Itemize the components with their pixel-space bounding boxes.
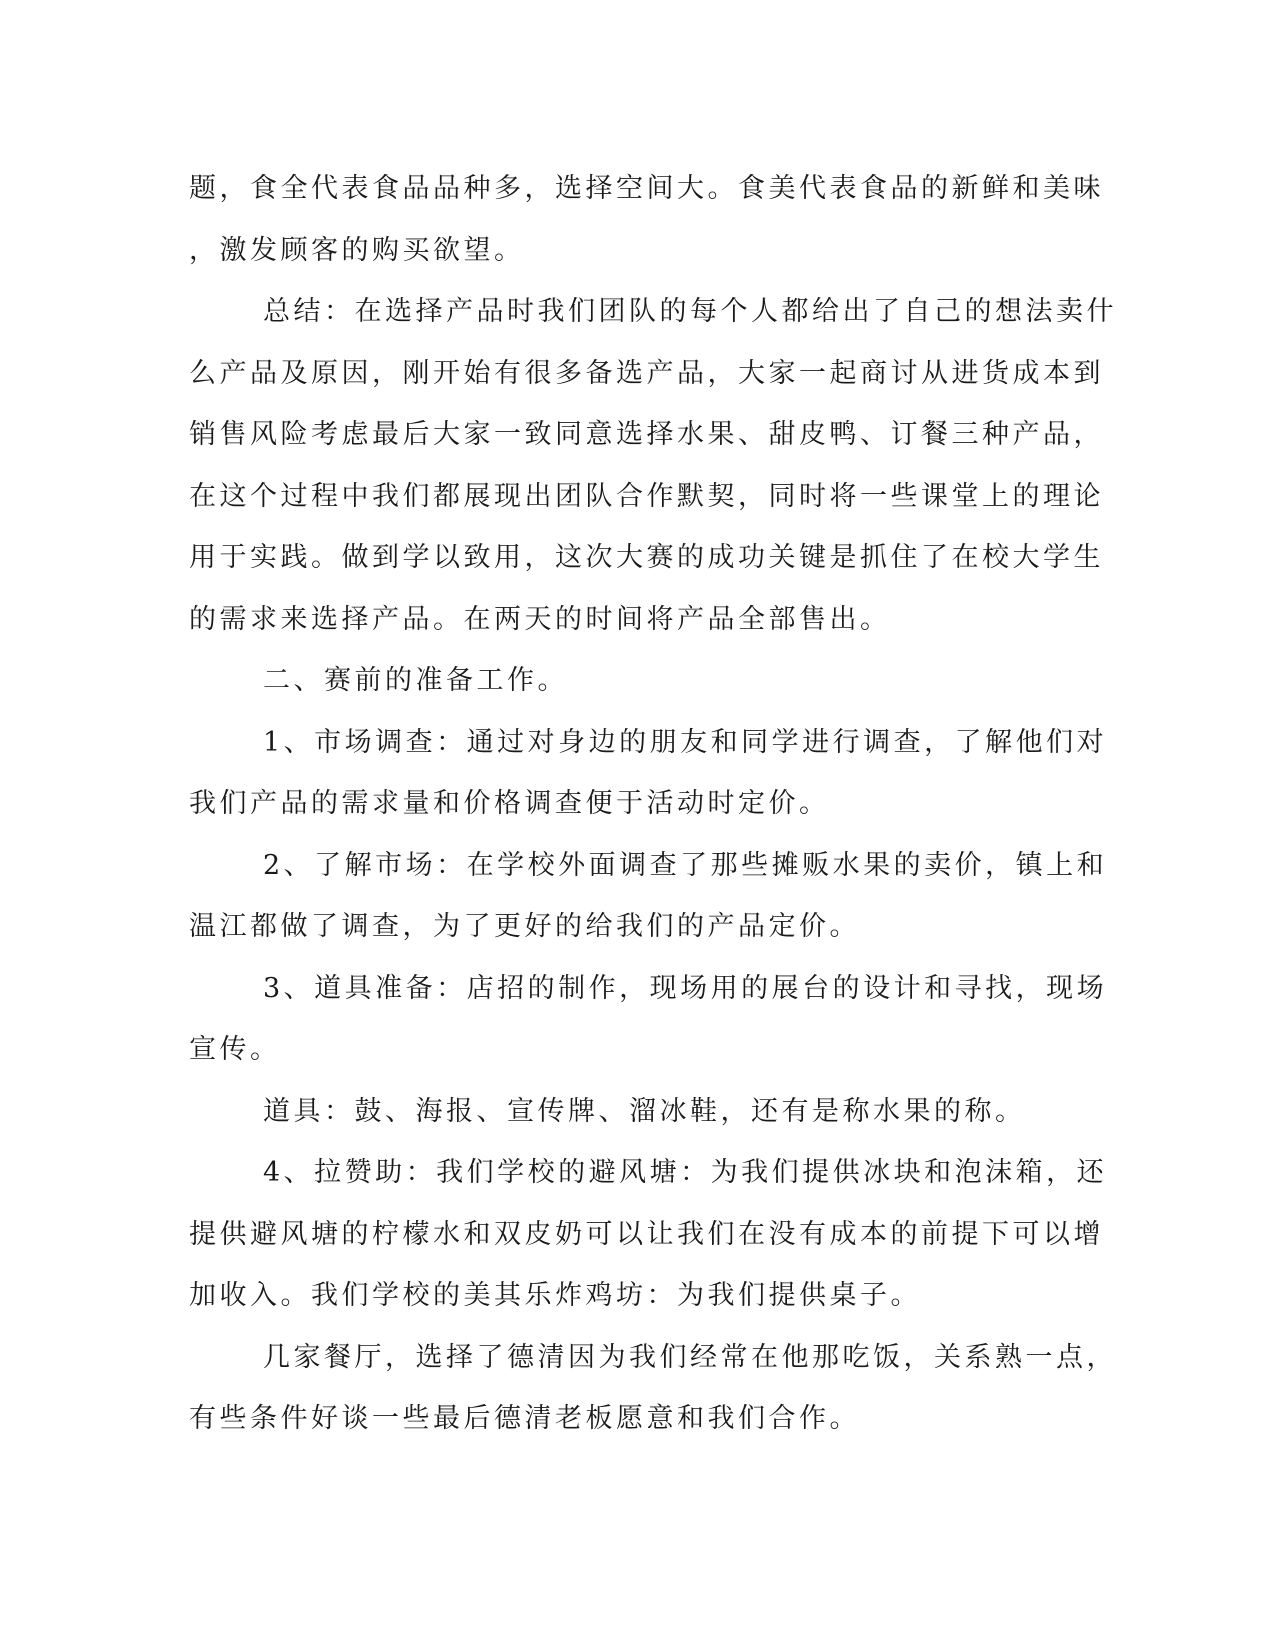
text-line: 提供避风塘的柠檬水和双皮奶可以让我们在没有成本的前提下可以增 (189, 1218, 1104, 1250)
text-line: 1、市场调查：通过对身边的朋友和同学进行调查，了解他们对 (263, 726, 1108, 758)
text-line: 2、了解市场：在学校外面调查了那些摊贩水果的卖价，镇上和 (263, 849, 1108, 881)
text-line: 销售风险考虑最后大家一致同意选择水果、甜皮鸭、订餐三种产品， (189, 419, 1104, 450)
text-line: 有些条件好谈一些最后德清老板愿意和我们合作。 (189, 1403, 860, 1434)
text-line: 的需求来选择产品。在两天的时间将产品全部售出。 (189, 603, 891, 635)
text-line: 用于实践。做到学以致用，这次大赛的成功关键是抓住了在校大学生 (189, 542, 1104, 573)
text-line: 总结：在选择产品时我们团队的每个人都给出了自己的想法卖什 (263, 296, 1117, 327)
text-line: 题，食全代表食品品种多，选择空间大。食美代表食品的新鲜和美味 (189, 173, 1104, 204)
text-line: 温江都做了调查，为了更好的给我们的产品定价。 (189, 911, 860, 942)
text-line: 在这个过程中我们都展现出团队合作默契，同时将一些课堂上的理论 (189, 480, 1104, 512)
text-line: 宣传。 (189, 1034, 281, 1065)
text-line: 么产品及原因，刚开始有很多备选产品，大家一起商讨从进货成本到 (189, 357, 1104, 389)
section-heading: 二、赛前的准备工作。 (263, 665, 568, 696)
text-line: 3、道具准备：店招的制作，现场用的展台的设计和寻找，现场 (263, 972, 1108, 1004)
text-line: 道具：鼓、海报、宣传牌、溜冰鞋，还有是称水果的称。 (263, 1095, 1026, 1127)
text-line: 我们产品的需求量和价格调查便于活动时定价。 (189, 788, 830, 819)
text-line: 加收入。我们学校的美其乐炸鸡坊：为我们提供桌子。 (189, 1280, 921, 1311)
body-text (189, 158, 1117, 1450)
text-line: 几家餐厅，选择了德清因为我们经常在他那吃饭，关系熟一点， (263, 1341, 1117, 1373)
text-line: 4、拉赞助：我们学校的避风塘：为我们提供冰块和泡沫箱，还 (263, 1157, 1108, 1188)
text-line: ，激发顾客的购买欲望。 (189, 234, 525, 266)
